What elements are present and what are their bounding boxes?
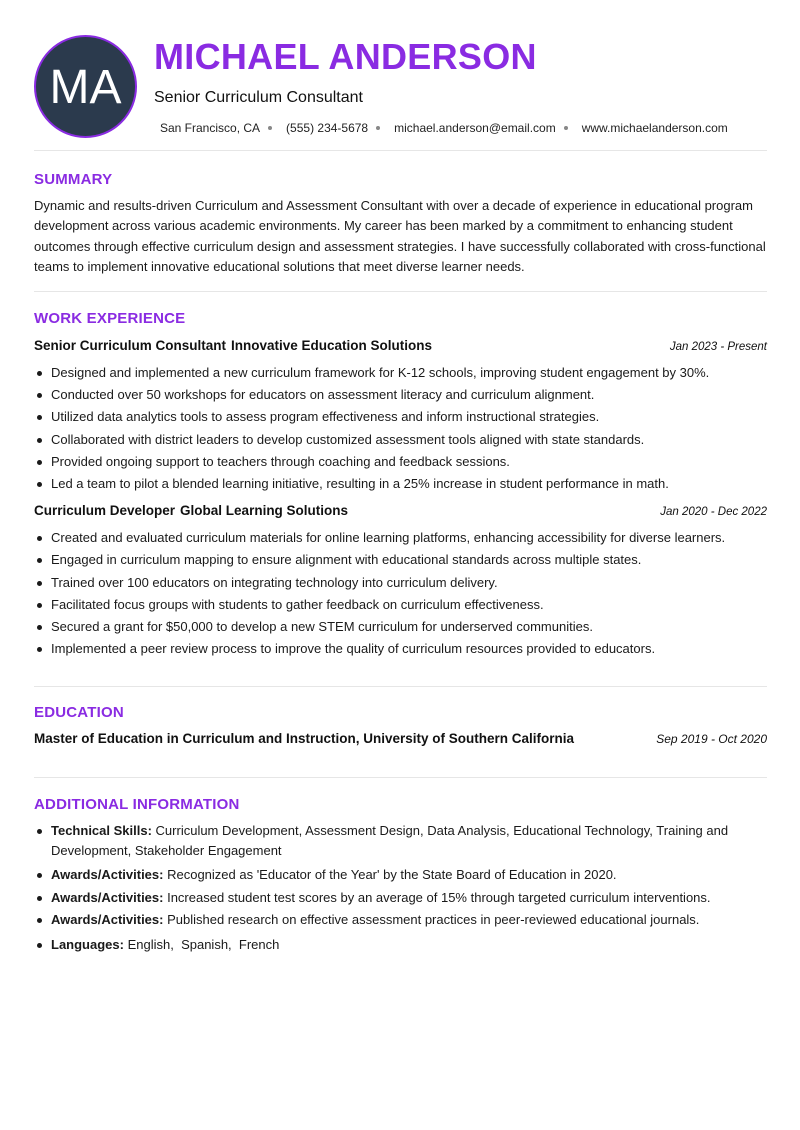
list-item: [34, 888, 767, 908]
item-text: Recognized as 'Educator of the Year' by the State Board of Education in 2020.: [167, 867, 617, 882]
contact-phone: (555) 234-5678: [286, 121, 369, 135]
section-heading: WORK EXPERIENCE: [34, 310, 186, 327]
job-bullets: [34, 527, 767, 660]
candidate-name: MICHAEL ANDERSON: [154, 36, 537, 77]
job-header: [34, 338, 767, 358]
list-item: Secured a grant for $50,000 to develop a new STEM curriculum for underserved communities.: [34, 616, 767, 638]
list-item: Utilized data analytics tools to assess program effectiveness and inform instructional strategies.: [34, 406, 767, 428]
list-item: [34, 935, 767, 955]
item-label: Technical Skills:: [51, 823, 152, 838]
job-title: Curriculum Developer: [34, 503, 176, 519]
list-item: [34, 821, 767, 860]
contact-location: San Francisco, CA: [160, 121, 261, 135]
candidate-title: Senior Curriculum Consultant: [154, 89, 363, 106]
job-company: Innovative Education Solutions: [231, 338, 433, 353]
dot-separator-icon: [268, 126, 272, 130]
list-item: Engaged in curriculum mapping to ensure alignment with educational standards across multiple states.: [34, 549, 767, 571]
job-dates: Jan 2023 - Present: [669, 341, 767, 353]
item-label: Languages:: [51, 936, 124, 952]
education-entry: [34, 731, 767, 746]
additional-info-section: [34, 778, 767, 954]
summary-section: [34, 151, 767, 292]
job-title-line: [34, 503, 348, 518]
list-item: Designed and implemented a new curriculum framework for K-12 schools, improving student engagement by 30%.: [34, 362, 767, 384]
list-item: Led a team to pilot a blended learning initiative, resulting in a 25% increase in student performance in math.: [34, 473, 767, 495]
list-item: Trained over 100 educators on integrating technology into curriculum delivery.: [34, 572, 767, 594]
item-label: Awards/Activities:: [51, 912, 164, 927]
dot-separator-icon: [564, 126, 568, 130]
education-section: [34, 687, 767, 778]
item-label: Awards/Activities:: [51, 889, 164, 905]
list-item: Collaborated with district leaders to develop customized assessment tools aligned with state standards.: [34, 429, 767, 451]
list-item: Provided ongoing support to teachers through coaching and feedback sessions.: [34, 451, 767, 473]
list-item: [34, 910, 767, 930]
resume-page: [34, 0, 767, 957]
job-title-line: [34, 338, 432, 353]
item-text: Published research on effective assessment practices in peer-reviewed educational journals.: [167, 912, 700, 927]
resume-header: [34, 0, 767, 151]
summary-text: Dynamic and results-driven Curriculum and Assessment Consultant with over a decade of experience in educational program development across various academic environments. My career has been marked by a commitment to enhancing student outcomes through effective curriculum design and assessment strategies. I have successfully collaborated with cross-functional teams to implement innovative educational solutions that meet diverse learner needs.: [34, 198, 766, 274]
contact-email: michael.anderson@email.com: [394, 121, 556, 135]
dot-separator-icon: [376, 126, 380, 130]
item-text: Increased student test scores by an average of 15% through targeted curriculum interventions.: [167, 889, 711, 905]
avatar-initials: MA: [49, 61, 122, 114]
contact-info: [160, 121, 728, 135]
section-heading: SUMMARY: [34, 171, 113, 188]
job-entry: [34, 503, 767, 660]
job-entry: [34, 338, 767, 495]
work-experience-section: [34, 292, 767, 687]
education-degree: Master of Education in Curriculum and Instruction, University of Southern California: [34, 731, 575, 746]
item-label: Awards/Activities:: [51, 867, 164, 882]
job-dates: Jan 2020 - Dec 2022: [660, 506, 767, 519]
additional-info-list: [34, 821, 767, 954]
item-text: Curriculum Development, Assessment Design, Data Analysis, Educational Technology, Training and Development, Stakeholder Engagement: [51, 823, 729, 858]
list-item: Facilitated focus groups with students to gather feedback on curriculum effectiveness.: [34, 594, 767, 616]
job-company: Global Learning Solutions: [180, 503, 349, 519]
list-item: [34, 865, 767, 885]
job-header: [34, 503, 767, 523]
section-heading: EDUCATION: [34, 704, 124, 721]
list-item: Created and evaluated curriculum materials for online learning platforms, enhancing accessibility for diverse learners.: [34, 527, 767, 549]
item-text: English, Spanish, French: [127, 936, 280, 952]
job-title: Senior Curriculum Consultant: [34, 338, 227, 353]
education-dates: Sep 2019 - Oct 2020: [656, 732, 767, 746]
avatar: [34, 35, 137, 138]
section-heading: ADDITIONAL INFORMATION: [34, 796, 240, 813]
list-item: Conducted over 50 workshops for educators on assessment literacy and curriculum alignment.: [34, 384, 767, 406]
contact-website: www.michaelanderson.com: [581, 121, 728, 135]
list-item: Implemented a peer review process to improve the quality of curriculum resources provided to educators.: [34, 638, 767, 660]
job-bullets: [34, 362, 767, 495]
